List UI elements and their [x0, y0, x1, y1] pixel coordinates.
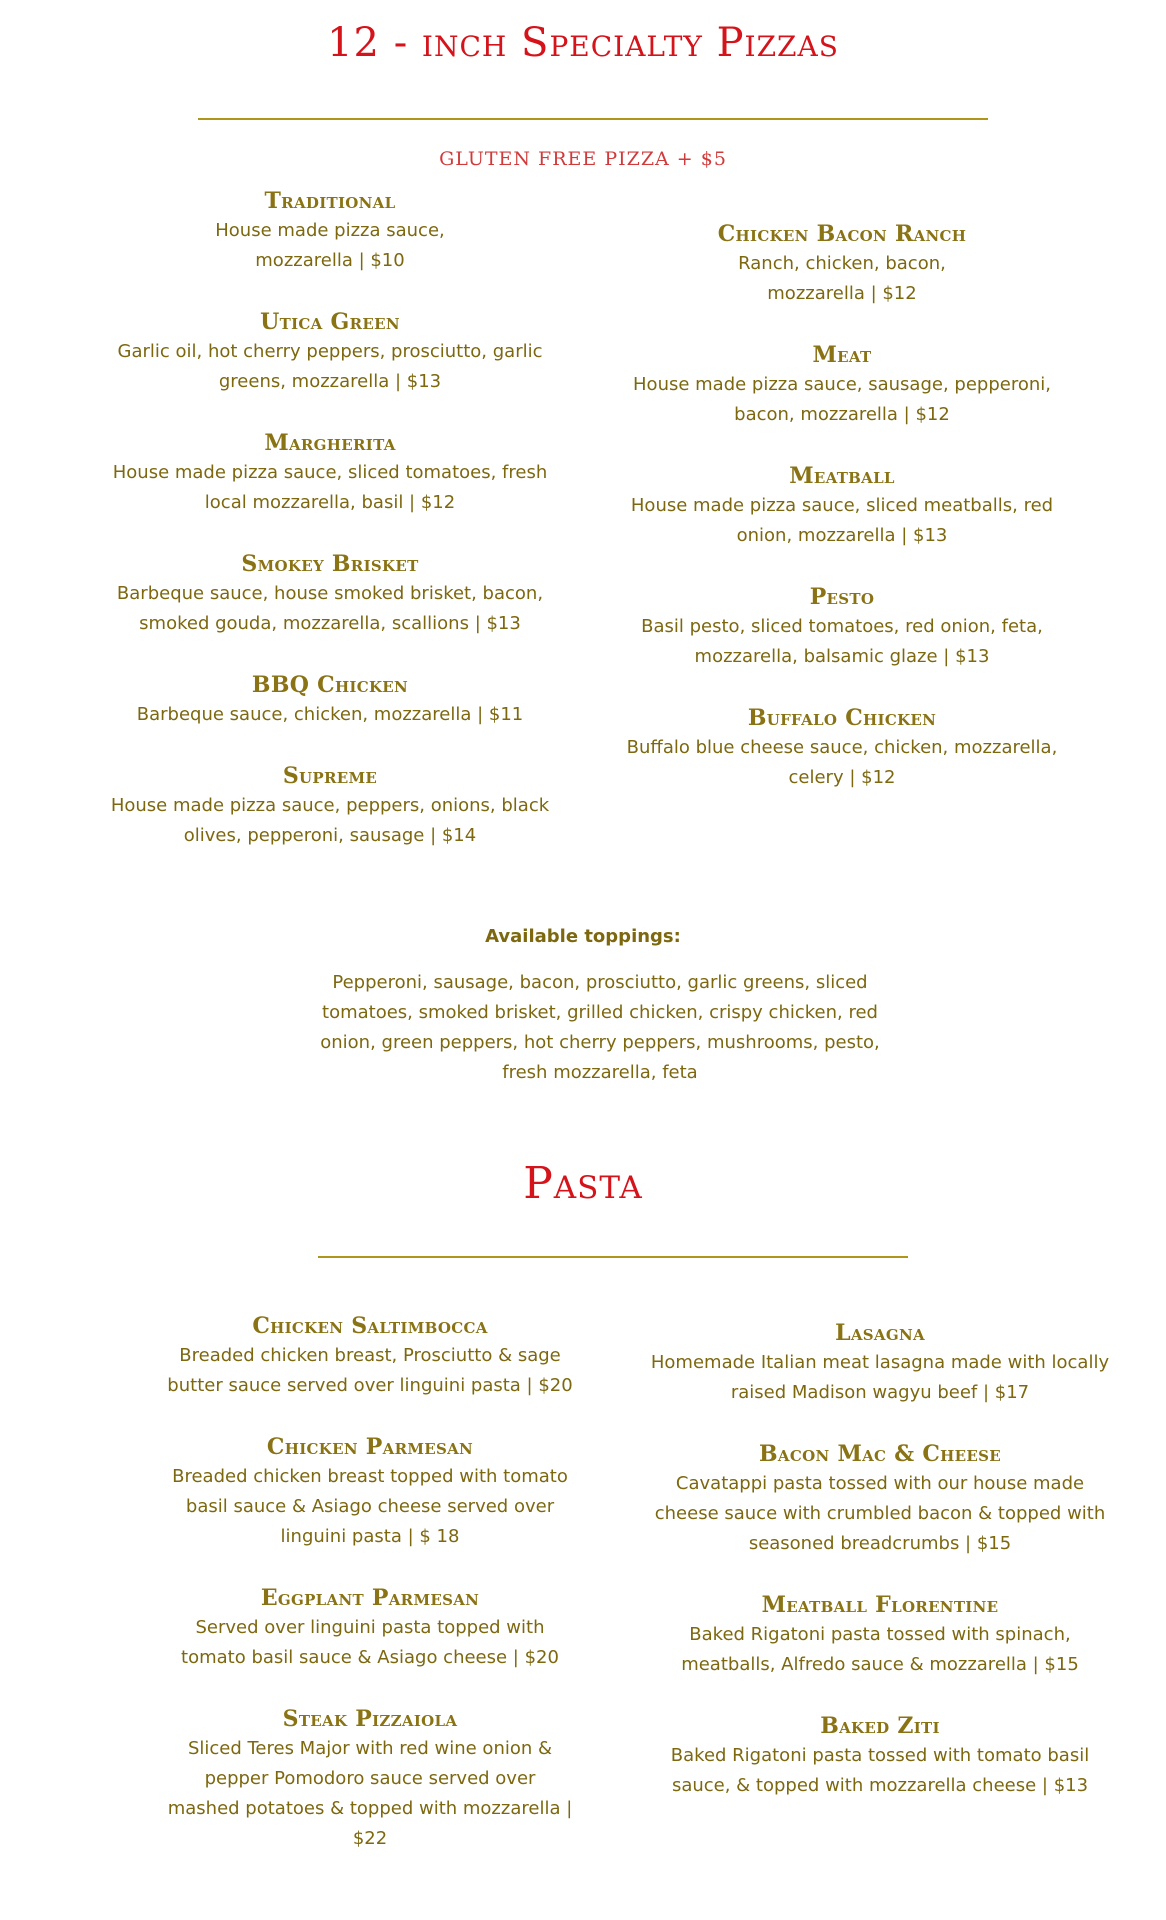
- available-toppings-list: Pepperoni, sausage, bacon, prosciutto, garlic greens, sliced tomatoes, smoked brisket, grilled chicken, crispy chicken, red onion, green peppers, hot cherry peppers, mushrooms, pesto, fresh mozzarella, feta: [320, 972, 880, 1083]
- gluten-free-note: GLUTEN FREE PIZZA + $5: [439, 148, 727, 170]
- pasta-section-title: Pasta: [523, 1158, 643, 1209]
- menu-item-name: Lasagna: [835, 1320, 925, 1346]
- menu-item-chicken-bacon-ranch: [612, 219, 1072, 309]
- menu-item-name: Bacon Mac & Cheese: [759, 1441, 1001, 1467]
- menu-item-eggplant-parmesan: [150, 1583, 590, 1673]
- menu-item-name: BBQ Chicken: [251, 672, 409, 698]
- menu-item-bacon-mac-cheese: [640, 1439, 1120, 1559]
- menu-item-description: Ranch, chicken, bacon, mozzarella | $12: [738, 253, 946, 304]
- menu-item-description: Buffalo blue cheese sauce, chicken, mozzarella, celery | $12: [626, 737, 1058, 788]
- menu-item-name: Meat: [812, 342, 872, 368]
- menu-item-utica-green: [90, 307, 570, 397]
- available-toppings-heading: Available toppings:: [485, 926, 681, 947]
- menu-item-name: Eggplant Parmesan: [260, 1585, 480, 1611]
- menu-item-name: Baked Ziti: [820, 1713, 940, 1739]
- menu-item-description: Garlic oil, hot cherry peppers, prosciutto, garlic greens, mozzarella | $13: [117, 341, 543, 392]
- menu-item-baked-ziti: [640, 1711, 1120, 1801]
- menu-item-name: Supreme: [282, 763, 378, 789]
- pizza-section-title: 12 - inch Specialty Pizzas: [327, 20, 839, 66]
- menu-item-steak-pizzaiola: [150, 1704, 590, 1854]
- menu-item-lasagna: [640, 1318, 1120, 1408]
- menu-item-description: House made pizza sauce, sliced meatballs, red onion, mozzarella | $13: [630, 495, 1054, 546]
- menu-item-smokey-brisket: [90, 549, 570, 639]
- menu-item-name: Chicken Bacon Ranch: [717, 221, 967, 247]
- menu-item-pesto: [612, 582, 1072, 672]
- pizza-title-rule: [198, 118, 988, 120]
- menu-item-meat: [612, 340, 1072, 430]
- menu-item-margherita: [90, 428, 570, 518]
- menu-item-meatball: [612, 461, 1072, 551]
- menu-item-description: Served over linguini pasta topped with tomato basil sauce & Asiago cheese | $20: [181, 1617, 559, 1668]
- menu-item-description: Cavatappi pasta tossed with our house made cheese sauce with crumbled bacon & topped with seasoned breadcrumbs | $15: [654, 1473, 1106, 1554]
- menu-item-description: House made pizza sauce, mozzarella | $10: [215, 220, 445, 271]
- menu-item-chicken-parmesan: [150, 1432, 590, 1552]
- menu-item-description: Barbeque sauce, house smoked brisket, bacon, smoked gouda, mozzarella, scallions | $13: [116, 583, 544, 634]
- menu-item-name: Steak Pizzaiola: [282, 1706, 458, 1732]
- menu-item-description: House made pizza sauce, sausage, pepperoni, bacon, mozzarella | $12: [633, 374, 1051, 425]
- menu-item-description: Sliced Teres Major with red wine onion & pepper Pomodoro sauce served over mashed potatoes & topped with mozzarella | $22: [167, 1738, 573, 1849]
- menu-item-description: House made pizza sauce, sliced tomatoes, fresh local mozzarella, basil | $12: [112, 462, 548, 513]
- menu-item-name: Chicken Parmesan: [266, 1434, 474, 1460]
- menu-item-description: Basil pesto, sliced tomatoes, red onion, feta, mozzarella, balsamic glaze | $13: [641, 616, 1043, 667]
- menu-item-description: Baked Rigatoni pasta tossed with spinach, meatballs, Alfredo sauce & mozzarella | $15: [681, 1624, 1079, 1675]
- menu-item-meatball-florentine: [640, 1590, 1120, 1680]
- menu-item-description: Baked Rigatoni pasta tossed with tomato basil sauce, & topped with mozzarella cheese | $13: [670, 1745, 1090, 1796]
- menu-item-description: Breaded chicken breast, Prosciutto & sage butter sauce served over linguini pasta | $20: [167, 1345, 573, 1396]
- menu-item-name: Smokey Brisket: [241, 551, 419, 577]
- menu-item-name: Traditional: [264, 188, 396, 214]
- menu-item-description: House made pizza sauce, peppers, onions, black olives, pepperoni, sausage | $14: [110, 795, 550, 846]
- menu-item-name: Buffalo Chicken: [747, 705, 937, 731]
- menu-item-name: Meatball: [789, 463, 895, 489]
- pasta-title-rule: [318, 1256, 908, 1258]
- menu-item-bbq-chicken: [90, 670, 570, 730]
- menu-item-name: Margherita: [264, 430, 396, 456]
- menu-item-name: Pesto: [809, 584, 875, 610]
- menu-item-chicken-saltimbocca: [150, 1311, 590, 1401]
- menu-item-description: Barbeque sauce, chicken, mozzarella | $11: [136, 704, 524, 725]
- menu-item-description: Breaded chicken breast topped with tomato basil sauce & Asiago cheese served over linguini pasta | $ 18: [172, 1466, 568, 1547]
- menu-item-buffalo-chicken: [612, 703, 1072, 793]
- menu-item-description: Homemade Italian meat lasagna made with locally raised Madison wagyu beef | $17: [650, 1352, 1110, 1403]
- menu-item-traditional: [90, 186, 570, 276]
- menu-item-name: Utica Green: [260, 309, 400, 335]
- menu-item-name: Chicken Saltimbocca: [252, 1313, 488, 1339]
- menu-item-name: Meatball Florentine: [761, 1592, 999, 1618]
- menu-item-supreme: [90, 761, 570, 851]
